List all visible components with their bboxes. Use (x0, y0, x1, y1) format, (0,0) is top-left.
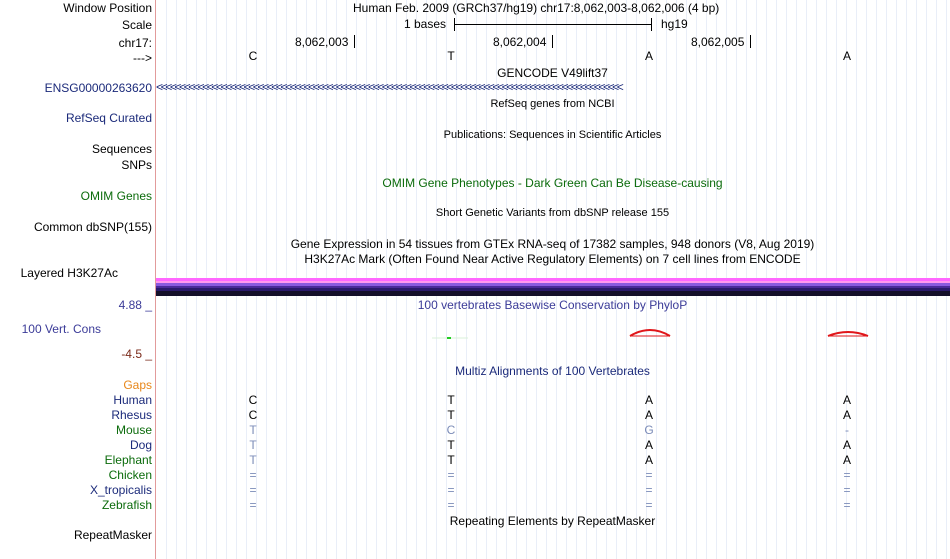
species-label-dog[interactable]: Dog (129, 438, 152, 452)
multiz-gaps-label: Gaps (123, 378, 152, 392)
alignment-base: = (249, 483, 257, 497)
ref-base-2: T (447, 49, 455, 63)
alignment-base: A (842, 438, 851, 452)
species-label-rhesus[interactable]: Rhesus (111, 408, 152, 422)
cons-min-label: -4.5 _ (121, 347, 152, 361)
cons-max-label: 4.88 _ (118, 298, 152, 312)
alignment-base: = (645, 498, 653, 512)
refseq-track-label[interactable]: RefSeq Curated (65, 111, 152, 125)
refseq-track-title[interactable]: RefSeq genes from NCBI (490, 98, 615, 110)
species-label-human[interactable]: Human (113, 393, 152, 407)
omim-track-title[interactable]: OMIM Gene Phenotypes - Dark Green Can Be Disease-causing (382, 176, 723, 190)
position-1: 8,062,003 (295, 35, 349, 49)
position-3-tick (750, 35, 751, 48)
dbsnp-track-label[interactable]: Common dbSNP(155) (33, 220, 152, 234)
h3k27ac-signal[interactable] (156, 278, 950, 296)
alignment-base: A (644, 453, 653, 467)
species-label-mouse[interactable]: Mouse (115, 423, 152, 437)
alignment-base: = (447, 468, 455, 482)
alignment-base: = (249, 498, 257, 512)
h3k27ac-track-label[interactable]: Layered H3K27Ac (20, 266, 118, 280)
cons-peak-1 (630, 330, 670, 336)
alignment-base: T (447, 393, 455, 407)
alignment-base: T (447, 438, 455, 452)
alignment-base: A (842, 453, 851, 467)
repeatmasker-track-title[interactable]: Repeating Elements by RepeatMasker (449, 514, 656, 528)
alignment-base: A (842, 408, 851, 422)
publications-track-label[interactable]: Sequences (91, 142, 152, 156)
scale-label: Scale (121, 18, 152, 32)
alignment-base: A (644, 393, 653, 407)
h3k27ac-layer-6 (156, 291, 950, 296)
ref-base-1: C (248, 49, 258, 63)
scale-bar-right-tick (651, 18, 652, 31)
alignment-base: = (843, 498, 851, 512)
species-label-zebrafish[interactable]: Zebrafish (101, 498, 152, 512)
cons-track-label[interactable]: 100 Vert. Cons (21, 322, 101, 336)
gencode-track-title[interactable]: GENCODE V49lift37 (497, 66, 608, 80)
alignment-base: C (248, 408, 258, 422)
alignment-base: A (842, 393, 851, 407)
alignment-base: T (249, 423, 257, 437)
alignment-base: T (249, 438, 257, 452)
snps-track-label[interactable]: SNPs (121, 158, 152, 172)
ref-base-3: A (644, 49, 653, 63)
dbsnp-track-title[interactable]: Short Genetic Variants from dbSNP release 155 (435, 207, 670, 219)
h3k27ac-track-title[interactable]: H3K27Ac Mark (Often Found Near Active Regulatory Elements) on 7 cell lines from ENCODE (304, 252, 801, 266)
position-1-tick (354, 35, 355, 48)
multiz-track-title[interactable]: Multiz Alignments of 100 Vertebrates (455, 364, 650, 378)
alignment-base: = (447, 483, 455, 497)
cons-graph[interactable] (156, 320, 950, 342)
alignment-base: T (447, 408, 455, 422)
chrom-label: chr17: (118, 36, 152, 50)
alignment-base: C (446, 423, 456, 437)
gencode-feature-bar[interactable]: <<<<<<<<<<<<<<<<<<<<<<<<<<<<<<<<<<<<<<<<<<<<<<<<<<<<<<<<<<<<<<<<<<<<<<<<<<<<<<<<<<<<<<<<<<<<<<<<<<<<< (156, 80, 622, 94)
ref-base-4: A (842, 49, 851, 63)
repeatmasker-track-label[interactable]: RepeatMasker (73, 528, 152, 542)
position-2-tick (552, 35, 553, 48)
alignment-base: T (249, 453, 257, 467)
gencode-feature-label[interactable]: ENSG00000263620 (44, 81, 152, 95)
scale-bar-left-tick (454, 18, 455, 31)
cons-peak-2 (828, 332, 868, 336)
alignment-base: = (645, 483, 653, 497)
cons-track-title[interactable]: 100 vertebrates Basewise Conservation by PhyloP (417, 298, 688, 312)
alignment-base: = (645, 468, 653, 482)
alignment-base: = (249, 468, 257, 482)
alignment-base: = (843, 483, 851, 497)
alignment-base: = (843, 468, 851, 482)
omim-track-label[interactable]: OMIM Genes (80, 189, 152, 203)
position-2: 8,062,004 (493, 35, 547, 49)
scale-assembly: hg19 (661, 17, 688, 31)
window-position-value: Human Feb. 2009 (GRCh37/hg19) chr17:8,062,003-8,062,006 (4 bp) (353, 1, 720, 15)
alignment-base: A (644, 438, 653, 452)
publications-track-title[interactable]: Publications: Sequences in Scientific Articles (443, 129, 662, 141)
position-3: 8,062,005 (691, 35, 745, 49)
alignment-base: T (447, 453, 455, 467)
species-label-x_tropicalis[interactable]: X_tropicalis (89, 483, 152, 497)
alignment-base: A (644, 408, 653, 422)
strand-label: ---> (133, 51, 152, 65)
scale-value: 1 bases (404, 17, 447, 31)
scale-bar (454, 24, 651, 25)
species-label-elephant[interactable]: Elephant (104, 453, 152, 467)
alignment-base: = (447, 498, 455, 512)
cons-green-mark (447, 337, 451, 339)
gtex-track-title[interactable]: Gene Expression in 54 tissues from GTEx RNA-seq of 17382 samples, 948 donors (V8, Aug 2019) (290, 237, 815, 251)
alignment-base: - (845, 423, 849, 437)
species-label-chicken[interactable]: Chicken (108, 468, 152, 482)
alignment-base: C (248, 393, 258, 407)
window-position-label: Window Position (63, 1, 152, 15)
alignment-base: G (644, 423, 654, 437)
